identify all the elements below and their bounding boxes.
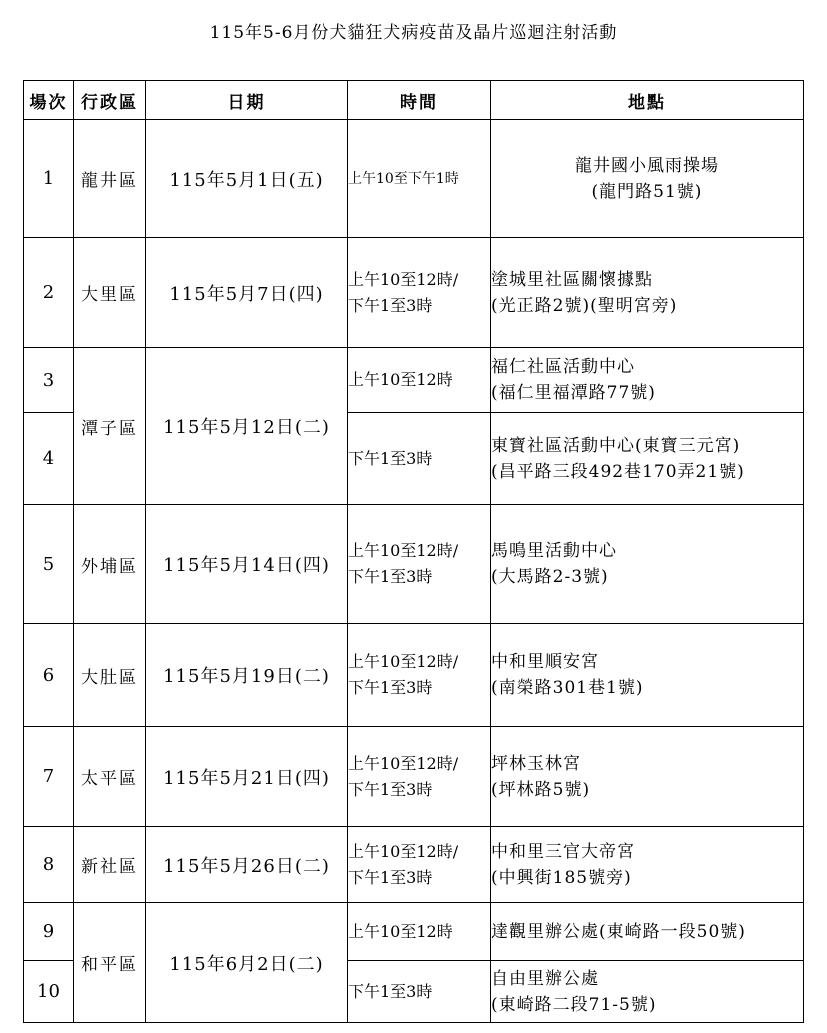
seq-cell: 5 — [24, 505, 74, 624]
header-row — [24, 81, 804, 120]
place-line: (福仁里福潭路77號) — [491, 383, 656, 403]
date-cell: 115年5月21日(四) — [146, 727, 348, 827]
time-line: 上午10至12時/ — [348, 541, 459, 560]
place-line: (光正路2號)(聖明宮旁) — [491, 295, 678, 316]
place-cell — [491, 961, 804, 1023]
time-line: 上午10至12時/ — [348, 841, 459, 861]
seq-cell: 7 — [24, 727, 74, 827]
seq-cell: 3 — [24, 348, 74, 413]
district-cell: 和平區 — [74, 903, 146, 1023]
table-row — [24, 727, 804, 827]
schedule-table — [23, 80, 804, 1023]
place-line: 中和里三官大帝宮 — [491, 841, 635, 862]
time-line: 下午1至3時 — [348, 779, 433, 799]
place-line: 自由里辦公處 — [491, 968, 599, 989]
time-cell — [348, 624, 491, 727]
table-row — [24, 624, 804, 727]
seq-cell: 10 — [24, 961, 74, 1023]
place-line: (大馬路2-3號) — [491, 567, 609, 587]
place-cell — [491, 727, 804, 827]
seq-cell: 9 — [24, 903, 74, 961]
time-cell — [348, 120, 491, 238]
seq-cell: 8 — [24, 827, 74, 903]
district-cell: 大肚區 — [74, 624, 146, 727]
time-cell — [348, 961, 491, 1023]
place-line: 馬鳴里活動中心 — [491, 541, 617, 561]
time-cell — [348, 903, 491, 961]
time-cell — [348, 238, 491, 348]
time-cell — [348, 505, 491, 624]
place-line: 中和里順安宮 — [491, 652, 599, 672]
seq-cell: 2 — [24, 238, 74, 348]
time-line: 上午10至下午1時 — [348, 170, 459, 187]
time-line: 上午10至12時 — [348, 921, 453, 941]
district-cell: 潭子區 — [74, 348, 146, 505]
time-cell — [348, 727, 491, 827]
time-cell — [348, 348, 491, 413]
place-cell — [491, 624, 804, 727]
place-line: 龍井國小風雨操場 — [575, 155, 719, 176]
table-row — [24, 120, 804, 238]
date-cell: 115年5月26日(二) — [146, 827, 348, 903]
header-time: 時間 — [348, 81, 491, 120]
place-line: 坪林玉林宮 — [491, 753, 581, 774]
header-district: 行政區 — [74, 81, 146, 120]
place-cell — [491, 120, 804, 238]
place-line: (中興街185號旁) — [491, 867, 632, 888]
header-date: 日期 — [146, 81, 348, 120]
time-line: 下午1至3時 — [348, 678, 433, 697]
time-line: 上午10至12時 — [348, 370, 453, 389]
header-seq: 場次 — [24, 81, 74, 120]
table-row — [24, 238, 804, 348]
seq-cell: 6 — [24, 624, 74, 727]
seq-cell: 1 — [24, 120, 74, 238]
table-row — [24, 505, 804, 624]
place-line: 塗城里社區關懷據點 — [491, 269, 653, 290]
time-line: 下午1至3時 — [348, 295, 433, 315]
place-line: 東寶社區活動中心(東寶三元宮) — [491, 435, 741, 456]
date-cell: 115年5月14日(四) — [146, 505, 348, 624]
page-title: 115年5-6月份犬貓狂犬病疫苗及晶片巡迴注射活動 — [209, 23, 618, 43]
date-cell: 115年5月7日(四) — [146, 238, 348, 348]
table-row — [24, 827, 804, 903]
date-cell: 115年5月1日(五) — [146, 120, 348, 238]
place-cell — [491, 413, 804, 505]
place-line: (昌平路三段492巷170弄21號) — [491, 461, 745, 482]
time-line: 下午1至3時 — [348, 448, 433, 468]
place-cell — [491, 827, 804, 903]
district-cell: 大里區 — [74, 238, 146, 348]
place-line: 達觀里辦公處(東崎路一段50號) — [491, 921, 746, 942]
header-place: 地點 — [491, 81, 804, 120]
place-cell — [491, 238, 804, 348]
time-line: 下午1至3時 — [348, 867, 433, 887]
place-line: (龍門路51號) — [591, 181, 703, 202]
place-line: (坪林路5號) — [491, 779, 591, 800]
time-cell — [348, 827, 491, 903]
time-line: 下午1至3時 — [348, 567, 433, 586]
time-line: 下午1至3時 — [348, 981, 433, 1001]
place-cell — [491, 505, 804, 624]
district-cell: 新社區 — [74, 827, 146, 903]
district-cell: 龍井區 — [74, 120, 146, 238]
date-cell: 115年5月19日(二) — [146, 624, 348, 727]
district-cell: 外埔區 — [74, 505, 146, 624]
date-cell: 115年5月12日(二) — [146, 348, 348, 505]
table-row — [24, 348, 804, 413]
seq-cell: 4 — [24, 413, 74, 505]
place-line: (東崎路二段71-5號) — [491, 994, 657, 1015]
date-cell: 115年6月2日(二) — [146, 903, 348, 1023]
time-cell — [348, 413, 491, 505]
time-line: 上午10至12時/ — [348, 652, 459, 671]
time-line: 上午10至12時/ — [348, 753, 459, 773]
place-line: (南榮路301巷1號) — [491, 678, 644, 698]
district-cell: 太平區 — [74, 727, 146, 827]
place-line: 福仁社區活動中心 — [491, 357, 635, 377]
time-line: 上午10至12時/ — [348, 269, 459, 289]
place-cell — [491, 903, 804, 961]
table-row — [24, 903, 804, 961]
place-cell — [491, 348, 804, 413]
